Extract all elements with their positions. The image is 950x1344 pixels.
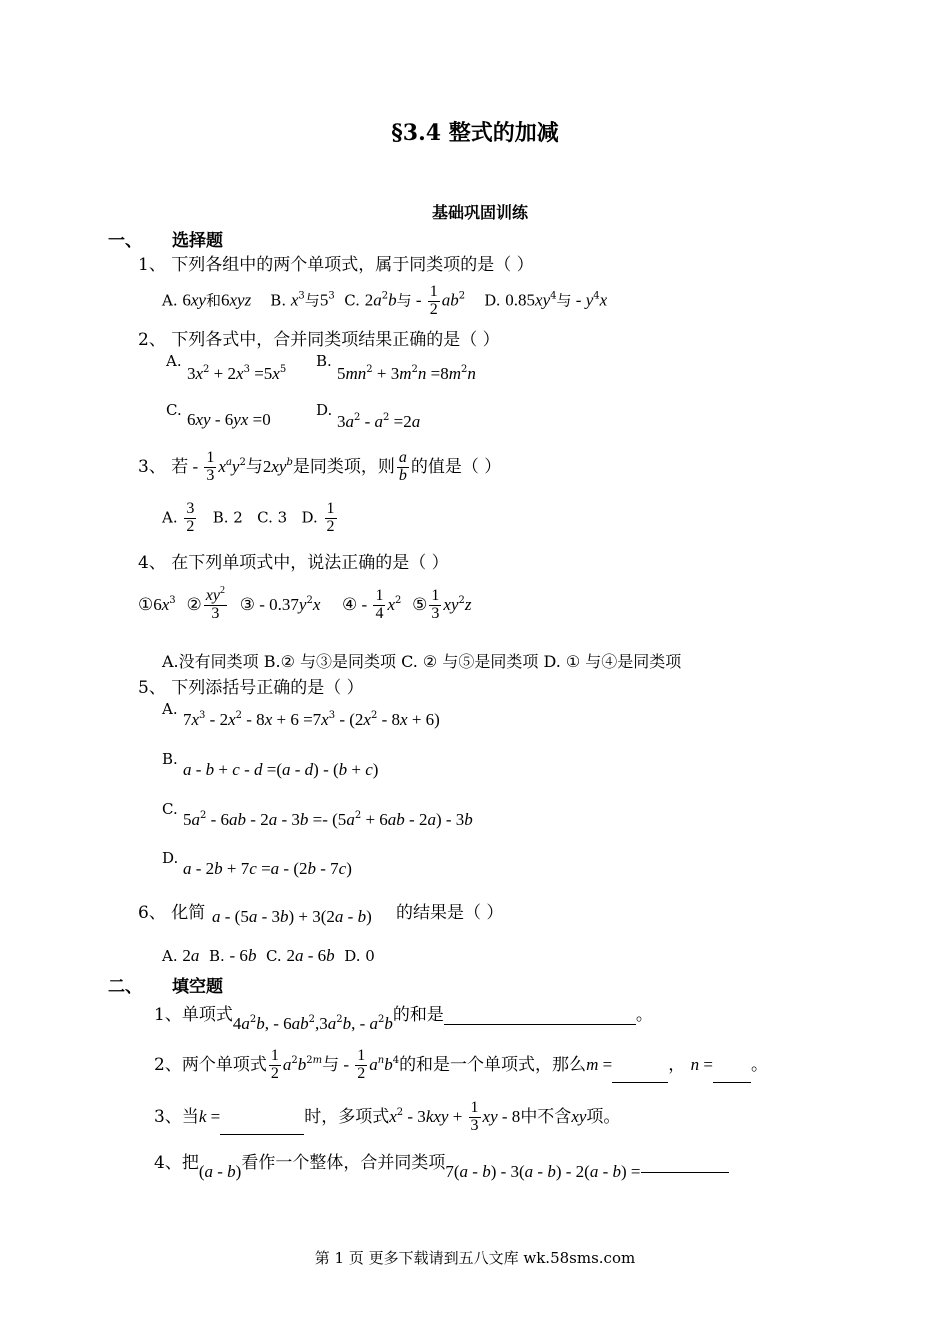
question-text: 4、把: [154, 1153, 199, 1173]
fill-4-group: (a - b): [198, 1162, 242, 1181]
option-c: C.: [166, 401, 182, 419]
punctuation: ，: [668, 1054, 686, 1075]
question-text: 化简: [171, 903, 206, 923]
document-title: §3.4 整式的加减: [391, 120, 559, 146]
question-number: 4、: [138, 553, 166, 573]
document-subtitle: 基础巩固训练: [431, 203, 528, 222]
circled-number: ⑤: [412, 594, 428, 615]
n-answer-blank[interactable]: [713, 1064, 751, 1083]
question-text: 中不含: [520, 1106, 572, 1127]
q6-expr: a - (5a - 3b) + 3(2a - b): [212, 907, 372, 926]
q5-option-c-expr: $5a^2 - 6ab - 2a - 3b =- (5a^2 + 6ab - 2a) - 3b$: [183, 810, 473, 829]
question-text: 下列各式中，合并同类项结果正确的是（ ）: [171, 330, 500, 350]
connector: 与: [245, 456, 263, 477]
section1-number: 一、: [108, 231, 142, 251]
question-number: 5、: [138, 678, 166, 698]
option-b: B.: [208, 947, 225, 965]
q1-options: A. 6xy和6xyz B. $x^3$与$5^3$ C. $2a^2b$与 - $\frac{1}{2}$ $ab^2$ D. $0.85xy^4$与 - $y^4x$: [162, 283, 608, 318]
question-number: 2、: [138, 330, 166, 350]
question-text: 的结果是（ ）: [396, 903, 504, 923]
fill-2: 2、两个单项式 $\frac{1}{2}$ $a^2b^{2m}$与 - $\frac{1}{2}$ $a^nb^4$的和是一个单项式，那么m = ， n = 。: [154, 1047, 768, 1082]
connector: 与: [322, 1054, 340, 1075]
option-c: C.: [344, 291, 360, 310]
question-6: [138, 898, 205, 923]
section1-label: 选择题: [172, 231, 223, 251]
connector: 与: [304, 291, 320, 310]
punctuation: 。: [750, 1054, 768, 1075]
section2-label: 填空题: [172, 977, 223, 997]
connector: 与: [396, 291, 412, 310]
question-text: 时，多项式: [304, 1106, 390, 1127]
circled-number: ④: [342, 594, 358, 615]
q4-monomials: $①6x^3$ ② $\frac{xy^2}{3}$ ③ - $0.37y^2x$ ④ - $\frac{1}{4}$ $x^2$ ⑤ $\frac{1}{3}$ $xy^2z$: [138, 585, 472, 622]
connector: 和: [205, 291, 221, 310]
option-b: B.: [316, 352, 332, 370]
section2-number: 二、: [108, 977, 142, 997]
option-d: D.: [301, 508, 318, 527]
fill-4-expr: 7(a - b) - 3(a - b) - 2(a - b) =: [445, 1162, 641, 1181]
option-b: B.: [270, 291, 287, 310]
q6-options: A. 2a B. - 6b C. 2a - 6b D. 0: [162, 946, 375, 965]
question-text: 项。: [586, 1106, 621, 1127]
option-c: C.: [162, 800, 178, 818]
connector: 与: [556, 291, 572, 310]
option-c: C.: [265, 947, 282, 965]
question-text: 是同类项，则: [292, 456, 395, 477]
option-a: A.: [166, 352, 182, 370]
page-footer: 第 1 页 更多下载请到五八文库 wk.58sms.com: [314, 1249, 636, 1267]
option-d: D. 0: [344, 947, 375, 965]
question-2: [138, 325, 500, 350]
circled-number: ①: [138, 594, 154, 615]
q2-option-a-expr: $3x^2 + 2x^3 =5x^5$: [187, 364, 287, 383]
option-a: A.: [162, 700, 178, 718]
question-number: 1、: [138, 255, 166, 275]
fill-3: 3、当k = 时，多项式$x^2 - 3kxy$ + $\frac{1}{3}$ xy - 8中不含xy项。: [154, 1099, 621, 1134]
question-text: 的值是（ ）: [410, 456, 502, 477]
option-b: B.: [162, 750, 178, 768]
question-3: 3、 若 - $\frac{1}{3}$ $x^ay^2$与$2xy^b$是同类项，则 $\frac{a}{b}$ 的值是（ ）: [138, 449, 502, 484]
option-b: B. 2: [212, 508, 243, 527]
option-d: D.: [162, 849, 179, 867]
question-5: [138, 673, 364, 698]
circled-number: ③: [239, 594, 255, 615]
m-answer-blank[interactable]: [612, 1064, 668, 1083]
question-text: 若: [171, 456, 189, 477]
option-d: D.: [316, 401, 333, 419]
question-text: 1、单项式: [154, 1005, 233, 1025]
option-a: A.: [162, 947, 178, 965]
question-text: 在下列单项式中，说法正确的是（ ）: [171, 553, 449, 573]
answer-blank[interactable]: [444, 1006, 636, 1025]
fill-1-expr: $4a^2b$, - $6ab^2,3a^2b$, - $a^2b$: [232, 1014, 393, 1033]
question-4: [138, 548, 449, 573]
question-number: 6、: [138, 903, 166, 923]
circled-number: ②: [186, 594, 202, 615]
question-text: 下列添括号正确的是（ ）: [171, 678, 364, 698]
question-text: 下列各组中的两个单项式，属于同类项的是（ ）: [171, 255, 534, 275]
question-text: 看作一个整体，合并同类项: [241, 1153, 446, 1173]
question-text: 2、两个单项式: [154, 1054, 267, 1075]
q2-option-b-expr: $5mn^2 + 3m^2n =8m^2n$: [337, 364, 476, 383]
q4-options: A.没有同类项 B.② 与③是同类项 C. ② 与⑤是同类项 D. ① 与④是同类项: [162, 652, 682, 671]
punctuation: 。: [635, 1005, 653, 1025]
option-c: C. 3: [257, 508, 288, 527]
fill-4: [154, 1148, 729, 1181]
question-1: [138, 250, 534, 275]
q5-option-d-expr: a - 2b + 7c =a - (2b - 7c): [183, 859, 352, 878]
k-answer-blank[interactable]: [220, 1116, 304, 1135]
answer-blank[interactable]: [641, 1162, 729, 1173]
q2-option-c-expr: 6xy - 6yx =0: [187, 410, 271, 429]
q5-option-b-expr: a - b + c - d =(a - d) - (b + c): [183, 760, 379, 779]
fill-1: [154, 1000, 653, 1033]
question-text: 的和是: [392, 1005, 444, 1025]
q3-options: A. $\frac{3}{2}$ B. 2 C. 3 D. $\frac{1}{2}$: [162, 500, 335, 535]
option-a: A.: [162, 291, 178, 310]
question-text: 3、当: [154, 1106, 199, 1127]
question-number: 3、: [138, 456, 166, 477]
option-a: A.: [162, 508, 178, 527]
option-d: D.: [484, 291, 501, 310]
question-text: 的和是一个单项式，那么: [399, 1054, 587, 1075]
q5-option-a-expr: $7x^3 - 2x^2 - 8x + 6 =7x^3 - (2x^2 - 8x + 6)$: [183, 710, 440, 729]
q2-option-d-expr: $3a^2 - a^2 =2a$: [337, 412, 421, 431]
